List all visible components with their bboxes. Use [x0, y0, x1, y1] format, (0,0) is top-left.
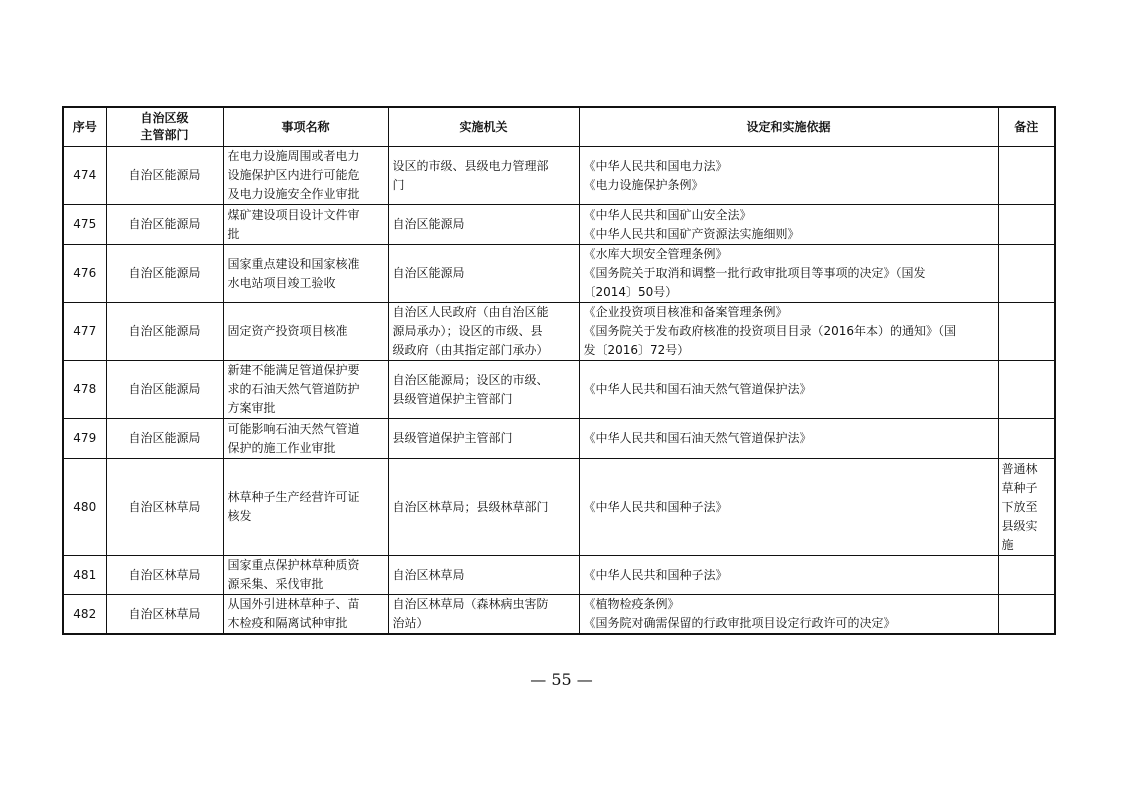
cell-org: [388, 595, 579, 635]
cell-note: [998, 419, 1055, 459]
cell-org: [388, 419, 579, 459]
cell-text-line: 草种子: [1001, 480, 1038, 495]
cell-basis: [579, 303, 998, 361]
cell-name: [223, 595, 388, 635]
cell-note: [998, 361, 1055, 419]
cell-text-line: 施: [1001, 537, 1014, 552]
cell-dept: 自治区林草局: [106, 556, 223, 595]
cell-basis: [579, 595, 998, 635]
cell-note: [998, 556, 1055, 595]
cell-basis: [579, 556, 998, 595]
cell-org: [388, 303, 579, 361]
cell-dept: 自治区能源局: [106, 303, 223, 361]
cell-text-line: 普通林: [1001, 461, 1038, 476]
cell-basis: [579, 361, 998, 419]
cell-basis: [579, 459, 998, 556]
cell-text-line: 〔2014〕50号）: [583, 285, 678, 299]
table-row: [63, 303, 1055, 361]
cell-text-line: 治站）: [392, 616, 429, 630]
cell-name: [223, 147, 388, 205]
cell-text-line: 及电力设施安全作业审批: [227, 187, 360, 201]
cell-text-line: 自治区能源局: [392, 217, 465, 231]
cell-text-line: 级政府（由其指定部门承办）: [392, 343, 549, 357]
cell-text-line: 《电力设施保护条例》: [583, 177, 704, 192]
table-row: [63, 245, 1055, 303]
cell-note: [998, 245, 1055, 303]
cell-org: [388, 361, 579, 419]
cell-basis: [579, 245, 998, 303]
cell-num: 482: [63, 595, 106, 635]
cell-note: [998, 459, 1055, 556]
cell-org: [388, 147, 579, 205]
cell-dept: 自治区林草局: [106, 459, 223, 556]
cell-note: [998, 147, 1055, 205]
approval-items-table: [62, 106, 1056, 635]
document-table-container: [62, 106, 1054, 635]
cell-text-line: 《植物检疫条例》: [583, 597, 680, 611]
cell-name: [223, 303, 388, 361]
cell-text-line: 县级实: [1001, 518, 1038, 533]
cell-dept: 自治区能源局: [106, 361, 223, 419]
cell-name: [223, 459, 388, 556]
column-header-dept: 自治区级 主管部门: [106, 107, 223, 147]
cell-org: [388, 205, 579, 245]
column-header-note: 备注: [998, 107, 1055, 147]
cell-name: [223, 205, 388, 245]
cell-text-line: 《国务院关于发布政府核准的投资项目目录（2016年本）的通知》（国: [583, 324, 957, 338]
table-body: [63, 147, 1055, 635]
page-number: — 55 —: [530, 670, 593, 689]
cell-text-line: 自治区能源局: [392, 266, 465, 280]
cell-num: 476: [63, 245, 106, 303]
cell-note: [998, 303, 1055, 361]
cell-text-line: 新建不能满足管道保护要: [227, 363, 360, 377]
cell-text-line: 求的石油天然气管道防护: [227, 382, 360, 396]
cell-text-line: 国家重点保护林草种质资: [227, 558, 360, 572]
cell-org: [388, 556, 579, 595]
cell-org: [388, 459, 579, 556]
cell-text-line: 《中华人民共和国电力法》: [583, 158, 728, 173]
cell-text-line: 木检疫和隔离试种审批: [227, 616, 348, 630]
cell-name: [223, 419, 388, 459]
table-row: [63, 147, 1055, 205]
cell-text-line: 自治区人民政府（由自治区能: [392, 305, 549, 319]
cell-dept: 自治区能源局: [106, 147, 223, 205]
column-header-name: 事项名称: [223, 107, 388, 147]
cell-text-line: 发〔2016〕72号）: [583, 343, 690, 357]
cell-name: [223, 361, 388, 419]
cell-text-line: 《国务院对确需保留的行政审批项目设定行政许可的决定》: [583, 616, 896, 630]
cell-dept: 自治区能源局: [106, 419, 223, 459]
cell-text-line: 《水库大坝安全管理条例》: [583, 247, 728, 261]
cell-note: [998, 595, 1055, 635]
cell-text-line: 《中华人民共和国矿山安全法》: [583, 207, 752, 222]
cell-text-line: 《企业投资项目核准和备案管理条例》: [583, 305, 788, 319]
cell-num: 477: [63, 303, 106, 361]
cell-text-line: 《中华人民共和国石油天然气管道保护法》: [583, 382, 812, 396]
cell-text-line: 水电站项目竣工验收: [227, 275, 336, 290]
cell-dept: 自治区林草局: [106, 595, 223, 635]
cell-num: 481: [63, 556, 106, 595]
cell-text-line: 国家重点建设和国家核准: [227, 256, 360, 271]
cell-text-line: 县级管道保护主管部门: [392, 431, 513, 445]
cell-text-line: 自治区能源局；设区的市级、: [392, 372, 549, 387]
column-header-basis: 设定和实施依据: [579, 107, 998, 147]
cell-text-line: 《中华人民共和国种子法》: [583, 499, 728, 514]
table-row: [63, 459, 1055, 556]
cell-dept: 自治区能源局: [106, 205, 223, 245]
cell-num: 475: [63, 205, 106, 245]
cell-text-line: 自治区林草局；县级林草部门: [392, 499, 549, 514]
cell-text-line: 下放至: [1001, 499, 1038, 514]
cell-name: [223, 556, 388, 595]
cell-text-line: 林草种子生产经营许可证: [227, 490, 360, 504]
cell-text-line: 自治区林草局（森林病虫害防: [392, 597, 549, 611]
cell-name: [223, 245, 388, 303]
cell-text-line: 自治区林草局: [392, 567, 465, 582]
cell-text-line: 《中华人民共和国石油天然气管道保护法》: [583, 431, 812, 445]
cell-text-line: 县级管道保护主管部门: [392, 391, 513, 406]
cell-text-line: 设施保护区内进行可能危: [227, 168, 360, 182]
cell-note: [998, 205, 1055, 245]
cell-dept: 自治区能源局: [106, 245, 223, 303]
cell-text-line: 源采集、采伐审批: [227, 577, 324, 591]
cell-text-line: 在电力设施周围或者电力: [227, 149, 360, 163]
table-header: [63, 107, 1055, 147]
cell-basis: [579, 205, 998, 245]
table-row: [63, 361, 1055, 419]
cell-text-line: 《中华人民共和国矿产资源法实施细则》: [583, 226, 800, 241]
cell-text-line: 方案审批: [227, 401, 276, 415]
column-header-org: 实施机关: [388, 107, 579, 147]
table-row: [63, 595, 1055, 635]
cell-text-line: 保护的施工作业审批: [227, 440, 336, 455]
cell-text-line: 设区的市级、县级电力管理部: [392, 158, 549, 173]
cell-text-line: 煤矿建设项目设计文件审: [227, 207, 360, 222]
column-header-num: 序号: [63, 107, 106, 147]
cell-text-line: 源局承办）；设区的市级、县: [392, 324, 543, 338]
cell-org: [388, 245, 579, 303]
table-row: [63, 419, 1055, 459]
cell-basis: [579, 147, 998, 205]
table-row: [63, 556, 1055, 595]
cell-text-line: 核发: [227, 509, 252, 523]
cell-num: 478: [63, 361, 106, 419]
cell-text-line: 《国务院关于取消和调整一批行政审批项目等事项的决定》（国发: [583, 266, 926, 280]
cell-text-line: 从国外引进林草种子、苗: [227, 597, 360, 611]
cell-num: 480: [63, 459, 106, 556]
cell-text-line: 《中华人民共和国种子法》: [583, 567, 728, 582]
cell-text-line: 固定资产投资项目核准: [227, 324, 348, 338]
cell-text-line: 门: [392, 177, 405, 192]
cell-num: 479: [63, 419, 106, 459]
cell-text-line: 批: [227, 226, 240, 241]
cell-text-line: 可能影响石油天然气管道: [227, 421, 360, 436]
header-row: [63, 107, 1055, 147]
table-row: [63, 205, 1055, 245]
cell-num: 474: [63, 147, 106, 205]
cell-basis: [579, 419, 998, 459]
